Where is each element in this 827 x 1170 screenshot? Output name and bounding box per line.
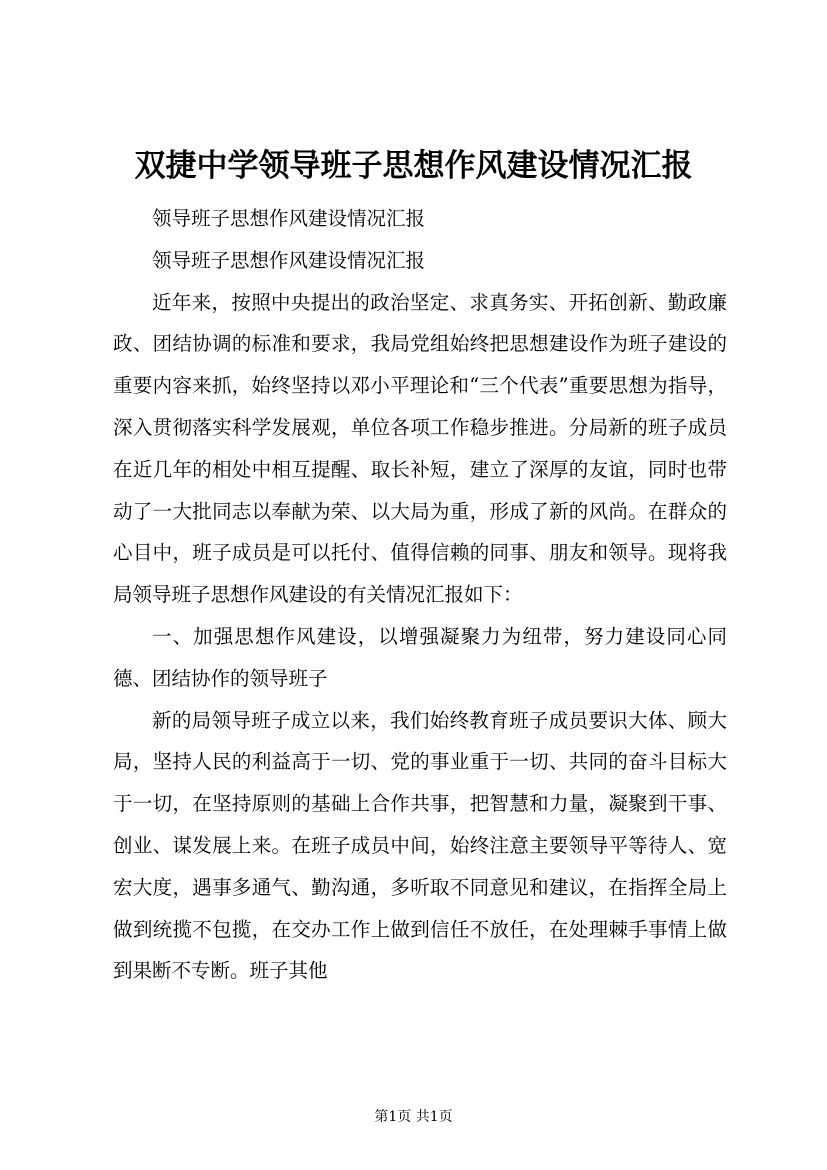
section-heading-1: 一、加强思想作风建设，以增强凝聚力为纽带，努力建设同心同德、团结协作的领导班子 <box>113 624 727 690</box>
document-title: 双捷中学领导班子思想作风建设情况汇报 <box>134 148 693 184</box>
subtitle-line-2: 领导班子思想作风建设情况汇报 <box>152 248 426 272</box>
subtitle-line-1: 领导班子思想作风建设情况汇报 <box>152 207 426 230</box>
intro-paragraph: 近年来，按照中央提出的政治坚定、求真务实、开拓创新、勤政廉政、团结协调的标准和要求，我局党组始终把思想建设作为班子建设的重要内容来抓，始终坚持以邓小平理论和“三个代表”重要思想为指导，深入贯彻落实科学发展观，单位各项工作稳步推进。分局新的班子成员在近几年的相处中相互提醒、取长补短，建立了深厚的友谊，同时也带动了一大批同志以奉献为荣、以大局为重，形成了新的风尚。在群众的心目中，班子成员是可以托付、值得信赖的同事、朋友和领导。现将我局领导班子思想作风建设的有关情况汇报如下： <box>113 290 727 607</box>
page-footer: 第1页 共1页 <box>374 1109 453 1125</box>
document-body <box>113 198 727 992</box>
section-paragraph-1: 新的局领导班子成立以来，我们始终教育班子成员要识大体、顾大局，坚持人民的利益高于一切、党的事业重于一切、共同的奋斗目标大于一切，在坚持原则的基础上合作共事，把智慧和力量，凝聚到干事、创业、谋发展上来。在班子成员中间，始终注意主要领导平等待人、宽宏大度，遇事多通气、勤沟通，多听取不同意见和建议，在指挥全局上做到统揽不包揽，在交办工作上做到信任不放任，在处理棘手事情上做到果断不专断。班子其他 <box>113 708 727 983</box>
